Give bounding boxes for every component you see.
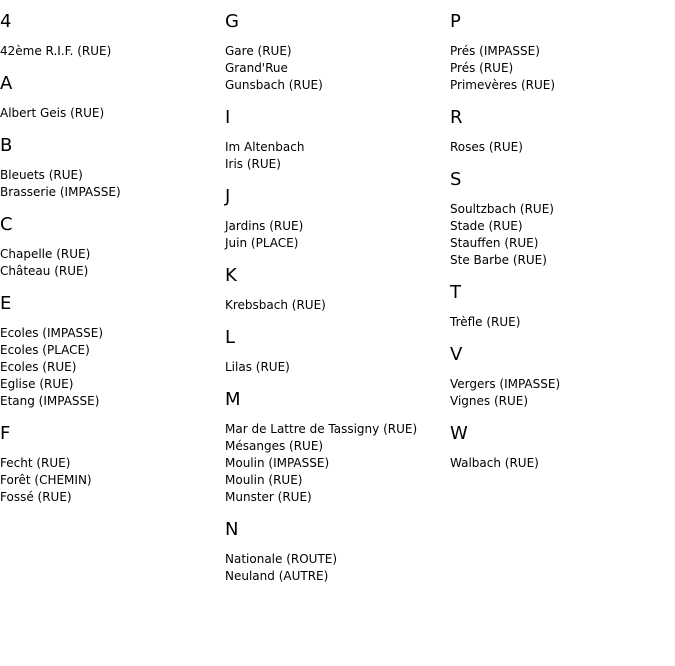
letter-heading: 4 [0, 11, 12, 32]
street-link[interactable]: Forêt (CHEMIN) [0, 473, 92, 487]
street-link[interactable]: Jardins (RUE) [225, 219, 304, 233]
street-link[interactable]: Moulin (RUE) [225, 473, 303, 487]
street-link[interactable]: Gunsbach (RUE) [225, 78, 323, 92]
street-link[interactable]: Moulin (IMPASSE) [225, 456, 330, 470]
letter-group [0, 424, 220, 506]
street-list [0, 105, 220, 122]
street-list [450, 201, 670, 269]
street-link[interactable]: Vergers (IMPASSE) [450, 377, 561, 391]
street-list [0, 325, 220, 410]
letter-heading: J [225, 186, 231, 207]
street-link[interactable]: Mésanges (RUE) [225, 439, 324, 453]
letter-heading: S [450, 169, 462, 190]
street-link[interactable]: Lilas (RUE) [225, 360, 290, 374]
letter-group [225, 108, 445, 173]
letter-heading: T [450, 282, 461, 303]
street-link[interactable]: Munster (RUE) [225, 490, 312, 504]
letter-heading: W [450, 423, 468, 444]
letter-group [0, 12, 220, 60]
street-link[interactable]: Ecoles (PLACE) [0, 343, 90, 357]
street-link[interactable]: Ecoles (IMPASSE) [0, 326, 104, 340]
letter-group [450, 424, 670, 472]
index-column [225, 0, 445, 585]
letter-heading: P [450, 11, 461, 32]
street-link[interactable]: Nationale (ROUTE) [225, 552, 338, 566]
street-link[interactable]: Primevères (RUE) [450, 78, 556, 92]
letter-group [225, 266, 445, 314]
letter-heading: N [225, 519, 239, 540]
street-link[interactable]: Ecoles (RUE) [0, 360, 77, 374]
letter-group [0, 294, 220, 410]
street-link[interactable]: Eglise (RUE) [0, 377, 74, 391]
street-link[interactable]: Juin (PLACE) [225, 236, 299, 250]
street-list [225, 218, 445, 252]
street-link[interactable]: Brasserie (IMPASSE) [0, 185, 121, 199]
street-list [0, 246, 220, 280]
street-list [225, 359, 445, 376]
street-list [450, 455, 670, 472]
street-link[interactable]: Bleuets (RUE) [0, 168, 83, 182]
letter-heading: I [225, 107, 231, 128]
street-link[interactable]: Vignes (RUE) [450, 394, 529, 408]
letter-heading: V [450, 344, 463, 365]
street-list [225, 43, 445, 94]
letter-group [225, 328, 445, 376]
street-list [225, 421, 445, 506]
letter-heading: M [225, 389, 241, 410]
street-link[interactable]: Albert Geis (RUE) [0, 106, 105, 120]
letter-group [450, 108, 670, 156]
street-list [450, 376, 670, 410]
street-list [225, 297, 445, 314]
street-link[interactable]: Fossé (RUE) [0, 490, 72, 504]
letter-heading: K [225, 265, 237, 286]
index-column [450, 0, 670, 472]
letter-heading: E [0, 293, 12, 314]
street-link[interactable]: Ste Barbe (RUE) [450, 253, 547, 267]
letter-group [450, 12, 670, 94]
letter-group [225, 390, 445, 506]
street-link[interactable]: Walbach (RUE) [450, 456, 539, 470]
street-link[interactable]: Mar de Lattre de Tassigny (RUE) [225, 422, 418, 436]
letter-heading: L [225, 327, 236, 348]
letter-heading: A [0, 73, 13, 94]
street-link[interactable]: Stade (RUE) [450, 219, 523, 233]
letter-group [225, 12, 445, 94]
street-link[interactable]: Trèfle (RUE) [450, 315, 521, 329]
letter-group [0, 215, 220, 280]
letter-group [0, 136, 220, 201]
street-list [450, 139, 670, 156]
letter-heading: F [0, 423, 11, 444]
letter-group [450, 345, 670, 410]
street-link[interactable]: Etang (IMPASSE) [0, 394, 100, 408]
letter-group [450, 283, 670, 331]
letter-heading: B [0, 135, 13, 156]
letter-heading: G [225, 11, 239, 32]
street-link[interactable]: Gare (RUE) [225, 44, 292, 58]
letter-group [450, 170, 670, 269]
letter-group [0, 74, 220, 122]
letter-heading: C [0, 214, 13, 235]
street-link[interactable]: Stauffen (RUE) [450, 236, 539, 250]
street-list [450, 43, 670, 94]
street-list [0, 455, 220, 506]
letter-heading: R [450, 107, 463, 128]
street-list [450, 314, 670, 331]
street-list [225, 551, 445, 585]
street-link[interactable]: Château (RUE) [0, 264, 89, 278]
street-list [0, 43, 220, 60]
street-link[interactable]: Prés (IMPASSE) [450, 44, 540, 58]
street-link[interactable]: Im Altenbach [225, 140, 305, 154]
index-column [0, 0, 220, 506]
street-link[interactable]: Neuland (AUTRE) [225, 569, 329, 583]
street-link[interactable]: Iris (RUE) [225, 157, 281, 171]
street-link[interactable]: Grand'Rue [225, 61, 288, 75]
street-link[interactable]: 42ème R.I.F. (RUE) [0, 44, 112, 58]
letter-group [225, 520, 445, 585]
street-list [225, 139, 445, 173]
street-link[interactable]: Chapelle (RUE) [0, 247, 91, 261]
street-link[interactable]: Krebsbach (RUE) [225, 298, 326, 312]
letter-group [225, 187, 445, 252]
street-link[interactable]: Prés (RUE) [450, 61, 514, 75]
street-link[interactable]: Roses (RUE) [450, 140, 523, 154]
street-link[interactable]: Soultzbach (RUE) [450, 202, 554, 216]
street-list [0, 167, 220, 201]
street-link[interactable]: Fecht (RUE) [0, 456, 71, 470]
